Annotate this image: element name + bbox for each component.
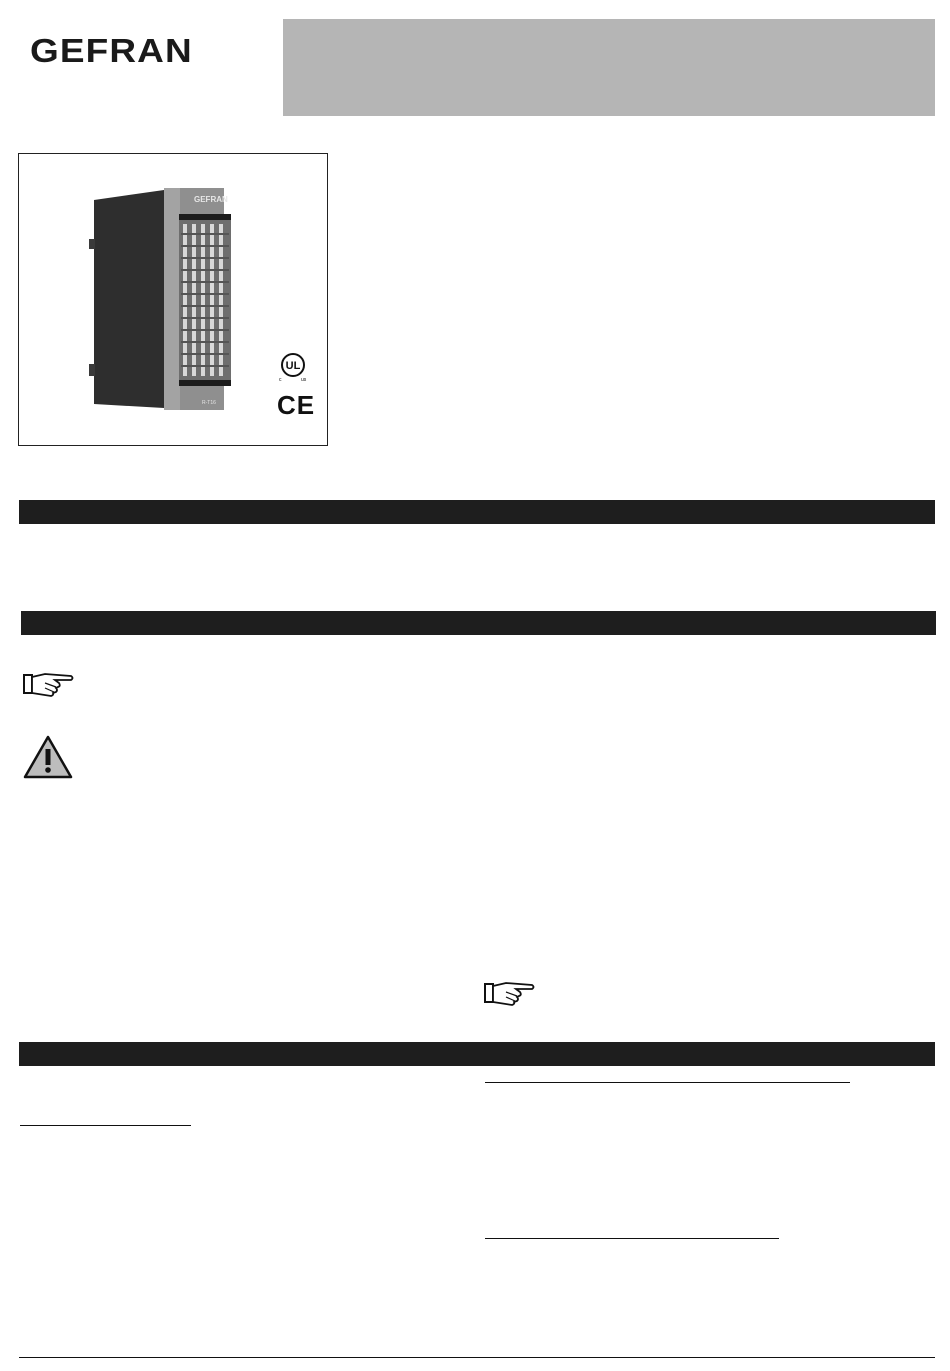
underline-rule-right-2 [485, 1238, 779, 1239]
svg-text:UL: UL [285, 360, 301, 372]
svg-text:c: c [279, 377, 282, 383]
underline-rule-left-1 [20, 1125, 191, 1126]
device-model-label: R-T16 [202, 400, 216, 406]
ce-mark-icon: CE [277, 390, 316, 420]
warning-triangle-icon [23, 735, 73, 779]
header-title-box [283, 19, 935, 116]
ul-certification-icon [276, 350, 310, 384]
pointing-hand-icon [23, 671, 75, 697]
gefran-logo: GEFRAN [30, 32, 193, 69]
underline-rule-right-1 [485, 1082, 850, 1083]
section-bar-3 [19, 1042, 935, 1066]
product-image-frame [18, 153, 328, 446]
device-brand-label: GEFRAN [194, 195, 228, 204]
section-bar-2 [21, 611, 936, 635]
svg-text:us: us [301, 377, 307, 383]
page-bottom-rule [19, 1357, 935, 1358]
pointing-hand-icon [484, 980, 536, 1006]
section-bar-1 [19, 500, 935, 524]
